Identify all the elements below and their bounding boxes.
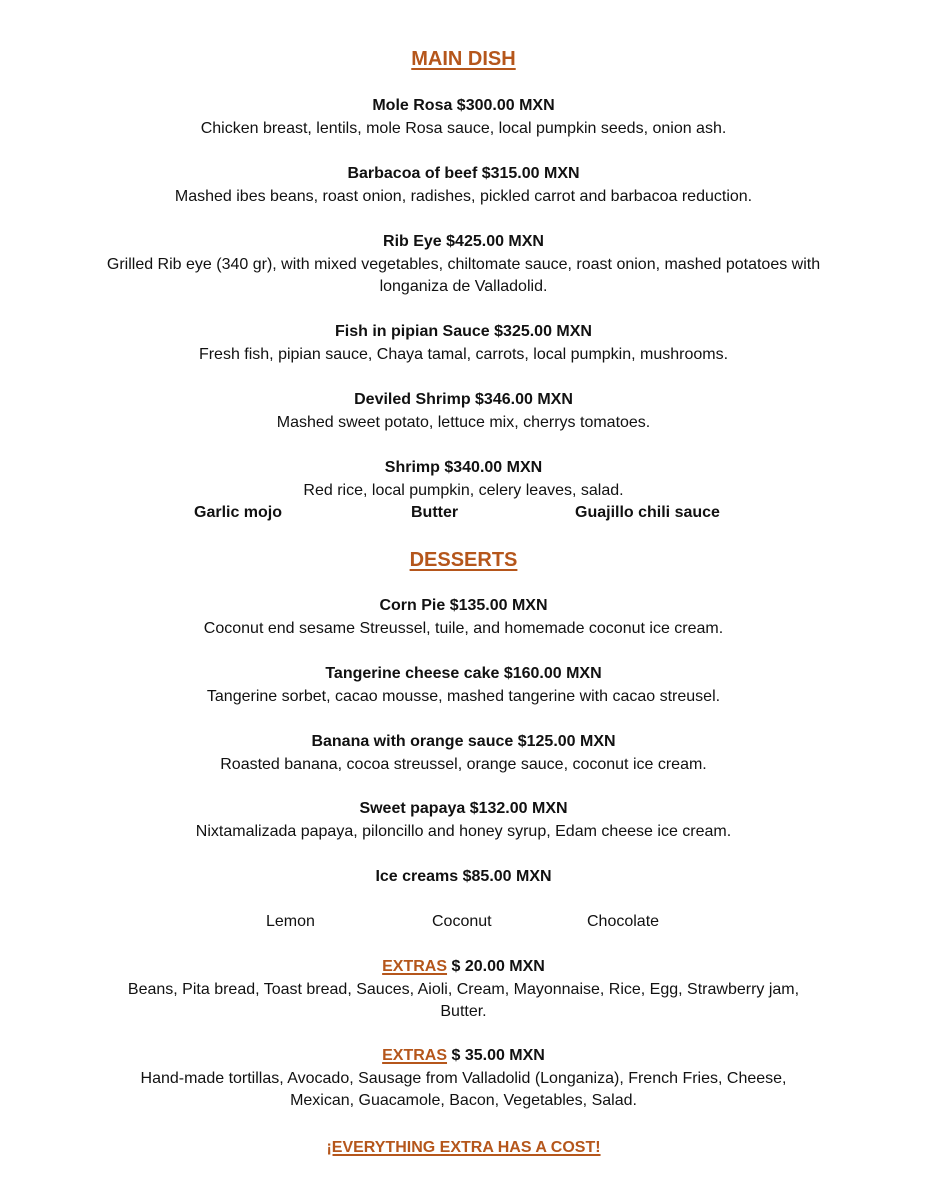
- shrimp-option: Butter: [411, 504, 459, 521]
- dessert-description: Nixtamalizada papaya, piloncillo and honey syrup, Edam cheese ice cream.: [195, 823, 732, 840]
- dish-description: Grilled Rib eye (340 gr), with mixed vegetables, chiltomate sauce, roast onion, mashed potatoes with: [106, 256, 821, 273]
- ice-cream-flavor: Coconut: [432, 913, 492, 930]
- ice-cream-flavor: Chocolate: [587, 913, 660, 930]
- dessert-name: Banana with orange sauce $125.00 MXN: [311, 733, 616, 750]
- dessert-name: Ice creams $85.00 MXN: [375, 868, 552, 885]
- dish-description: longaniza de Valladolid.: [379, 278, 548, 295]
- dish-description: Chicken breast, lentils, mole Rosa sauce, local pumpkin seeds, onion ash.: [200, 120, 727, 137]
- dessert-name: Tangerine cheese cake $160.00 MXN: [325, 665, 602, 682]
- dish-description: Mashed sweet potato, lettuce mix, cherrys tomatoes.: [276, 414, 651, 431]
- extras-price: $ 35.00 MXN: [447, 1047, 545, 1064]
- section-title-main-dish: MAIN DISH: [411, 48, 516, 70]
- ice-cream-flavor: Lemon: [266, 913, 315, 930]
- extras-heading-35: [0, 1047, 927, 1065]
- extras-heading-20: [0, 958, 927, 976]
- shrimp-option: Guajillo chili sauce: [575, 504, 720, 521]
- dessert-description: Roasted banana, cocoa streussel, orange sauce, coconut ice cream.: [220, 756, 707, 773]
- dish-description: Red rice, local pumpkin, celery leaves, salad.: [303, 482, 624, 499]
- extras-label: EXTRAS: [382, 958, 448, 975]
- extras-description: Mexican, Guacamole, Bacon, Vegetables, Salad.: [290, 1092, 637, 1109]
- extras-description: Butter.: [440, 1003, 487, 1020]
- dessert-description: Tangerine sorbet, cacao mousse, mashed tangerine with cacao streusel.: [206, 688, 721, 705]
- dessert-name: Corn Pie $135.00 MXN: [379, 597, 548, 614]
- dish-description: Mashed ibes beans, roast onion, radishes, pickled carrot and barbacoa reduction.: [174, 188, 753, 205]
- section-title-desserts: DESSERTS: [409, 549, 518, 571]
- extras-description: Hand-made tortillas, Avocado, Sausage from Valladolid (Longaniza), French Fries, Cheese,: [140, 1070, 787, 1087]
- dish-name: Rib Eye $425.00 MXN: [383, 233, 544, 250]
- dish-name: Fish in pipian Sauce $325.00 MXN: [335, 323, 592, 340]
- dessert-name: Sweet papaya $132.00 MXN: [359, 800, 568, 817]
- extras-description: Beans, Pita bread, Toast bread, Sauces, Aioli, Cream, Mayonnaise, Rice, Egg, Strawberry jam,: [127, 981, 800, 998]
- dessert-description: Coconut end sesame Streussel, tuile, and homemade coconut ice cream.: [203, 620, 724, 637]
- dish-name: Deviled Shrimp $346.00 MXN: [354, 391, 573, 408]
- dish-name: Mole Rosa $300.00 MXN: [372, 97, 555, 114]
- dish-name: Shrimp $340.00 MXN: [384, 459, 543, 476]
- extras-label: EXTRAS: [382, 1047, 448, 1064]
- dish-description: Fresh fish, pipian sauce, Chaya tamal, carrots, local pumpkin, mushrooms.: [198, 346, 729, 363]
- footer-note: ¡EVERYTHING EXTRA HAS A COST!: [326, 1139, 601, 1156]
- shrimp-option: Garlic mojo: [194, 504, 283, 521]
- extras-price: $ 20.00 MXN: [447, 958, 545, 975]
- dish-name: Barbacoa of beef $315.00 MXN: [347, 165, 580, 182]
